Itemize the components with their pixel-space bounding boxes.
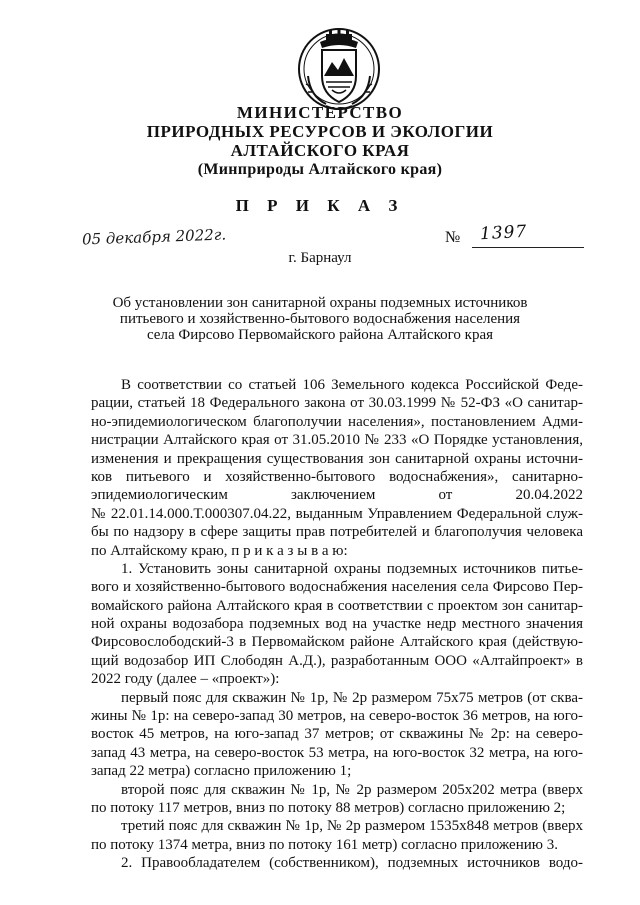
number-underline [472, 247, 584, 248]
body-text-line: третий пояс для скважин № 1р, № 2р размером 1535х848 метров (вверх [121, 818, 583, 835]
body-text-line: восток 45 метров, на юго-запад 37 метров; от скважины № 2р: на северо- [91, 726, 583, 743]
ministry-short-name: (Минприроды Алтайского края) [197, 161, 443, 178]
body-text-line: 1. Установить зоны санитарной охраны подземных источников питье- [121, 560, 583, 577]
coat-of-arms-emblem [296, 26, 382, 112]
handwritten-date: 05 декабря 2022г. [81, 225, 227, 249]
handwritten-number: 1397 [479, 221, 528, 245]
body-text-line: но-эпидемиологическом благополучии населения», постановлением Адми- [91, 413, 583, 430]
body-text-line: ков питьевого и хозяйственно-бытового водоснабжения», санитарно- [91, 468, 583, 485]
body-text-line: ной охраны водозабора подземных вод на участке недр местного значения [91, 616, 583, 633]
body-text-line: вомайского района Алтайского края в соответствии с проектом зон санитар- [91, 597, 583, 614]
body-text-line: щий водозабор ИП Слободян А.Д.), разработанным ООО «Алтайпроект» в [91, 652, 583, 669]
body-text-line: запад 43 метра, на северо-восток 53 метра, на юго-восток 32 метра, на юго- [91, 744, 583, 761]
region-name: АЛТАЙСКОГО КРАЯ [230, 141, 410, 160]
body-text-line: 2022 году (далее – «проект»): [91, 671, 280, 688]
body-text-line: по Алтайскому краю, п р и к а з ы в а ю: [91, 542, 348, 559]
order-subject [110, 295, 530, 343]
body-text-line: изменения и прекращения существования зон санитарной охраны источни- [91, 450, 583, 467]
body-text-line: жины № 1р: на северо-запад 30 метров, на северо-восток 36 метров, на юго- [91, 708, 583, 725]
subject-line: села Фирсово Первомайского района Алтайского края [146, 327, 494, 343]
body-text-line: второй пояс для скважин № 1р, № 2р размером 205х202 метра (вверх [121, 781, 583, 798]
body-text-line: запад 22 метра) согласно приложению 1; [91, 763, 352, 780]
subject-line: питьевого и хозяйственно-бытового водоснабжения населения [119, 311, 521, 327]
city-name: г. Барнаул [288, 250, 352, 266]
number-label: № [445, 229, 461, 246]
body-text-line: Фирсовослободский-3 в Первомайском районе Алтайского края (действую- [91, 634, 583, 651]
order-body-text [91, 376, 583, 873]
body-text-line: по потоку 1374 метра, вниз по потоку 161 метр) согласно приложению 3. [91, 836, 558, 853]
document-type-heading: П Р И К А З [235, 196, 405, 215]
body-text-line: эпидемиологическим заключением от 20.04.2022 [91, 487, 583, 504]
body-text-line: В соответствии со статьей 106 Земельного кодекса Российской Феде- [121, 377, 583, 393]
body-text-line: 2. Правообладателем (собственником), подземных источников водо- [121, 855, 583, 872]
body-text-line: первый пояс для скважин № 1р, № 2р размером 75х75 метров (от сква- [121, 689, 583, 706]
body-text-line: вого и хозяйственно-бытового водоснабжения населения села Фирсово Пер- [91, 579, 583, 596]
body-text-line: по потоку 117 метров, вниз по потоку 88 метров) согласно приложению 2; [91, 799, 566, 816]
subject-line: Об установлении зон санитарной охраны подземных источников [112, 295, 528, 311]
ministry-subtitle: ПРИРОДНЫХ РЕСУРСОВ И ЭКОЛОГИИ [146, 122, 494, 141]
body-text-line: нистрации Алтайского края от 31.05.2010 № 233 «О Порядке установления, [91, 432, 583, 449]
body-text-line: рации, статьей 18 Федерального закона от 30.03.1999 № 52-ФЗ «О санитар- [91, 395, 583, 412]
body-text-line: № 22.01.14.000.Т.000307.04.22, выданным Управлением Федеральной служ- [91, 505, 583, 522]
body-text-line: бы по надзору в сфере защиты прав потребителей и благополучия человека [91, 524, 583, 541]
ministry-title: МИНИСТЕРСТВО [236, 103, 404, 122]
